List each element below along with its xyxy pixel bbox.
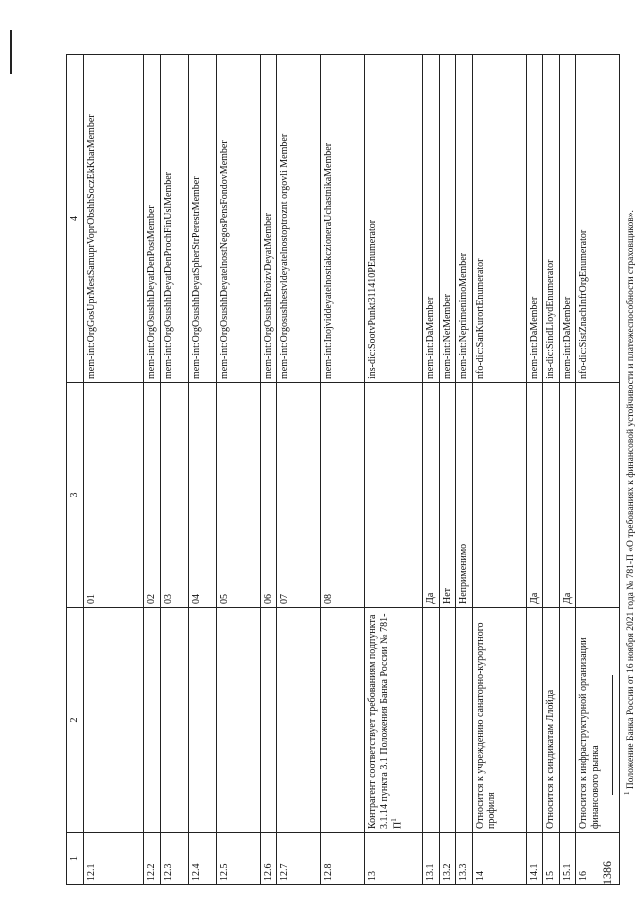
table-cell-c2: [543, 608, 560, 833]
table-cell-c1: [277, 833, 321, 885]
cell-text: 12.2: [146, 863, 157, 881]
cell-text: 05: [218, 594, 230, 604]
table-row: [439, 55, 456, 885]
footnote-separator: [612, 675, 613, 795]
footnote-ref: 1: [390, 818, 398, 822]
table-cell-c4: [543, 55, 560, 383]
cell-text: ins-dic:SootvPunkt311410PEnumerator: [367, 219, 378, 379]
table-cell-c4: [144, 55, 161, 383]
data-table: [66, 54, 620, 885]
table-cell-c2: [472, 608, 526, 833]
cell-text: Неприменимо: [458, 543, 469, 604]
table-row: [365, 55, 423, 885]
cell-text: 13: [367, 871, 378, 881]
table-cell-c3: [543, 383, 560, 608]
footnote-text: Положение Банка России от 16 ноября 2021 года № 781-П «О требованиях к финансовой устойчивости и платежеспособности страховщиков».: [626, 210, 637, 792]
cell-text: ins-dic:SindLloydEnumerator: [545, 259, 556, 379]
cell-text: mem-int:OrgOsushhDeyatDenPostMember: [146, 205, 157, 379]
table-cell-c3: [84, 383, 144, 608]
cell-text: Нет: [441, 587, 453, 604]
table-cell-c3: [321, 383, 365, 608]
table-cell-c3: [188, 383, 216, 608]
table-row: [472, 55, 526, 885]
table-cell-c2: [321, 608, 365, 833]
table-cell-c4: [260, 55, 277, 383]
table-row: [277, 55, 321, 885]
table-row: [160, 55, 188, 885]
table-cell-c1: [543, 833, 560, 885]
header-row: [67, 55, 84, 885]
footnote-mark: 1: [623, 791, 631, 795]
cell-text: 12.5: [218, 863, 230, 881]
table-cell-c2: [526, 608, 543, 833]
cell-text: 01: [86, 594, 97, 604]
table-cell-c3: [439, 383, 456, 608]
cell-text: 15.1: [561, 863, 573, 881]
cell-text: Да: [528, 592, 540, 604]
cell-text: mem-int:OrgOsushhProizvDeyatMember: [262, 213, 274, 379]
table-cell-c1: [321, 833, 365, 885]
table-cell-c2: [365, 608, 423, 833]
table-cell-c4: [439, 55, 456, 383]
table-cell-c1: [456, 833, 473, 885]
table-cell-c4: [365, 55, 423, 383]
cell-text: 14.1: [528, 863, 540, 881]
table-cell-c1: [144, 833, 161, 885]
table-cell-c4: [321, 55, 365, 383]
table-cell-c2: [456, 608, 473, 833]
cell-text: mem-int:OrgOsushhDeyatelnostNegosPensFondovMember: [218, 140, 230, 379]
table-cell-c1: [576, 833, 620, 885]
cell-text: nfo-dic:SanKurortEnumerator: [474, 258, 486, 379]
table-row: [216, 55, 260, 885]
table-cell-c2: [439, 608, 456, 833]
table-cell-c4: [84, 55, 144, 383]
cell-text: mem-int:InojviddeyatelnostiakczioneraUchastnikaMember: [323, 142, 334, 379]
cell-text: 13.3: [458, 863, 469, 881]
table-cell-c3: [160, 383, 188, 608]
cell-text: 07: [279, 594, 290, 604]
table-row: [526, 55, 543, 885]
cell-text: 15: [545, 871, 556, 881]
header-cell-3: 3: [67, 383, 84, 608]
table-cell-c3: [144, 383, 161, 608]
table-cell-c2: [188, 608, 216, 833]
table-cell-c2: [559, 608, 576, 833]
table-cell-c4: [277, 55, 321, 383]
table-cell-c4: [456, 55, 473, 383]
header-cell-4: 4: [67, 55, 84, 383]
cell-text: mem-int:NeprimenimoMember: [458, 252, 469, 379]
cell-text: mem-int:DaMember: [561, 296, 573, 379]
page-number: 1386: [600, 861, 614, 885]
footnote: [623, 210, 636, 795]
table-cell-c3: [260, 383, 277, 608]
table-cell-c1: [216, 833, 260, 885]
cell-text: mem-int:DaMember: [528, 296, 540, 379]
cell-text: 02: [146, 594, 157, 604]
table-cell-c3: [472, 383, 526, 608]
header-cell-2: 2: [67, 608, 84, 833]
table-row: [321, 55, 365, 885]
header-cell-1: 1: [67, 833, 84, 885]
cell-text: 13.2: [441, 863, 453, 881]
table-cell-c1: [526, 833, 543, 885]
cell-text: 16: [578, 871, 589, 881]
cell-text: Да: [561, 592, 573, 604]
cell-text: nfo-dic:SistZnachInfrOrgEnumerator: [578, 229, 589, 379]
cell-text: mem-int:OrgGosUprMestSamuprVoprObshhSoczEkKharMember: [86, 114, 97, 379]
table-cell-c4: [423, 55, 440, 383]
cell-text: mem-int:OrgOsushhDeyatDenProchFinUslMember: [162, 171, 174, 379]
table-cell-c4: [576, 55, 620, 383]
table-cell-c2: [277, 608, 321, 833]
table-row: [188, 55, 216, 885]
cell-text: 14: [474, 871, 486, 881]
table-cell-c4: [526, 55, 543, 383]
cell-text: 03: [162, 594, 174, 604]
table-cell-c1: [260, 833, 277, 885]
table-cell-c1: [188, 833, 216, 885]
table-cell-c4: [216, 55, 260, 383]
table-cell-c2: [216, 608, 260, 833]
table-cell-c1: [160, 833, 188, 885]
table-row: [144, 55, 161, 885]
table-row: [84, 55, 144, 885]
cell-text: 04: [190, 594, 202, 604]
table-cell-c1: [439, 833, 456, 885]
cell-text: 08: [323, 594, 334, 604]
cell-text: 12.7: [279, 863, 290, 881]
cell-text: 12.4: [190, 863, 202, 881]
table-cell-c3: [216, 383, 260, 608]
table-cell-c4: [472, 55, 526, 383]
cell-text: 13.1: [425, 863, 436, 881]
cell-text: mem-int:NetMember: [441, 294, 453, 379]
table-cell-c3: [277, 383, 321, 608]
cell-text: Относится к учреждению санаторно-курортного профиля: [474, 622, 497, 829]
table-cell-c3: [456, 383, 473, 608]
table-row: [543, 55, 560, 885]
table-cell-c2: [144, 608, 161, 833]
cell-text: Да: [425, 592, 436, 604]
table-row: [423, 55, 440, 885]
cell-text: 12.6: [262, 863, 274, 881]
table-cell-c3: [559, 383, 576, 608]
table-body: [84, 55, 620, 885]
cell-text: Относится к инфраструктурной организации финансового рынка: [578, 637, 601, 829]
cell-text: 12.3: [162, 863, 174, 881]
table-row: [456, 55, 473, 885]
cell-text: 12.8: [323, 863, 334, 881]
table-cell-c2: [160, 608, 188, 833]
cell-text: mem-int:OrgOsushhDeyatSpherStrPerestrMember: [190, 176, 202, 379]
table-cell-c4: [559, 55, 576, 383]
table-cell-c1: [365, 833, 423, 885]
cell-text: Относится к синдикатам Ллойда: [545, 689, 556, 829]
table-cell-c4: [160, 55, 188, 383]
table-cell-c3: [365, 383, 423, 608]
table-row: [559, 55, 576, 885]
table-cell-c4: [188, 55, 216, 383]
table-cell-c2: [423, 608, 440, 833]
cell-text: 12.1: [86, 863, 97, 881]
cell-text: 06: [262, 594, 274, 604]
table-cell-c2: [84, 608, 144, 833]
cell-text: mem-int:Orgosushhestvldeyatelnostoptroznt orgovli Member: [279, 133, 290, 379]
table-row: [260, 55, 277, 885]
table-cell-c3: [576, 383, 620, 608]
table-cell-c1: [559, 833, 576, 885]
table-cell-c1: [472, 833, 526, 885]
table-cell-c2: [260, 608, 277, 833]
table-cell-c3: [423, 383, 440, 608]
cell-text: Контрагент соответствует требованиям подпункта 3.1.14 пункта 3.1 Положения Банка России № 781-П: [367, 613, 404, 829]
table-cell-c1: [423, 833, 440, 885]
table-cell-c1: [84, 833, 144, 885]
cell-text: mem-int:DaMember: [425, 296, 436, 379]
table-cell-c3: [526, 383, 543, 608]
